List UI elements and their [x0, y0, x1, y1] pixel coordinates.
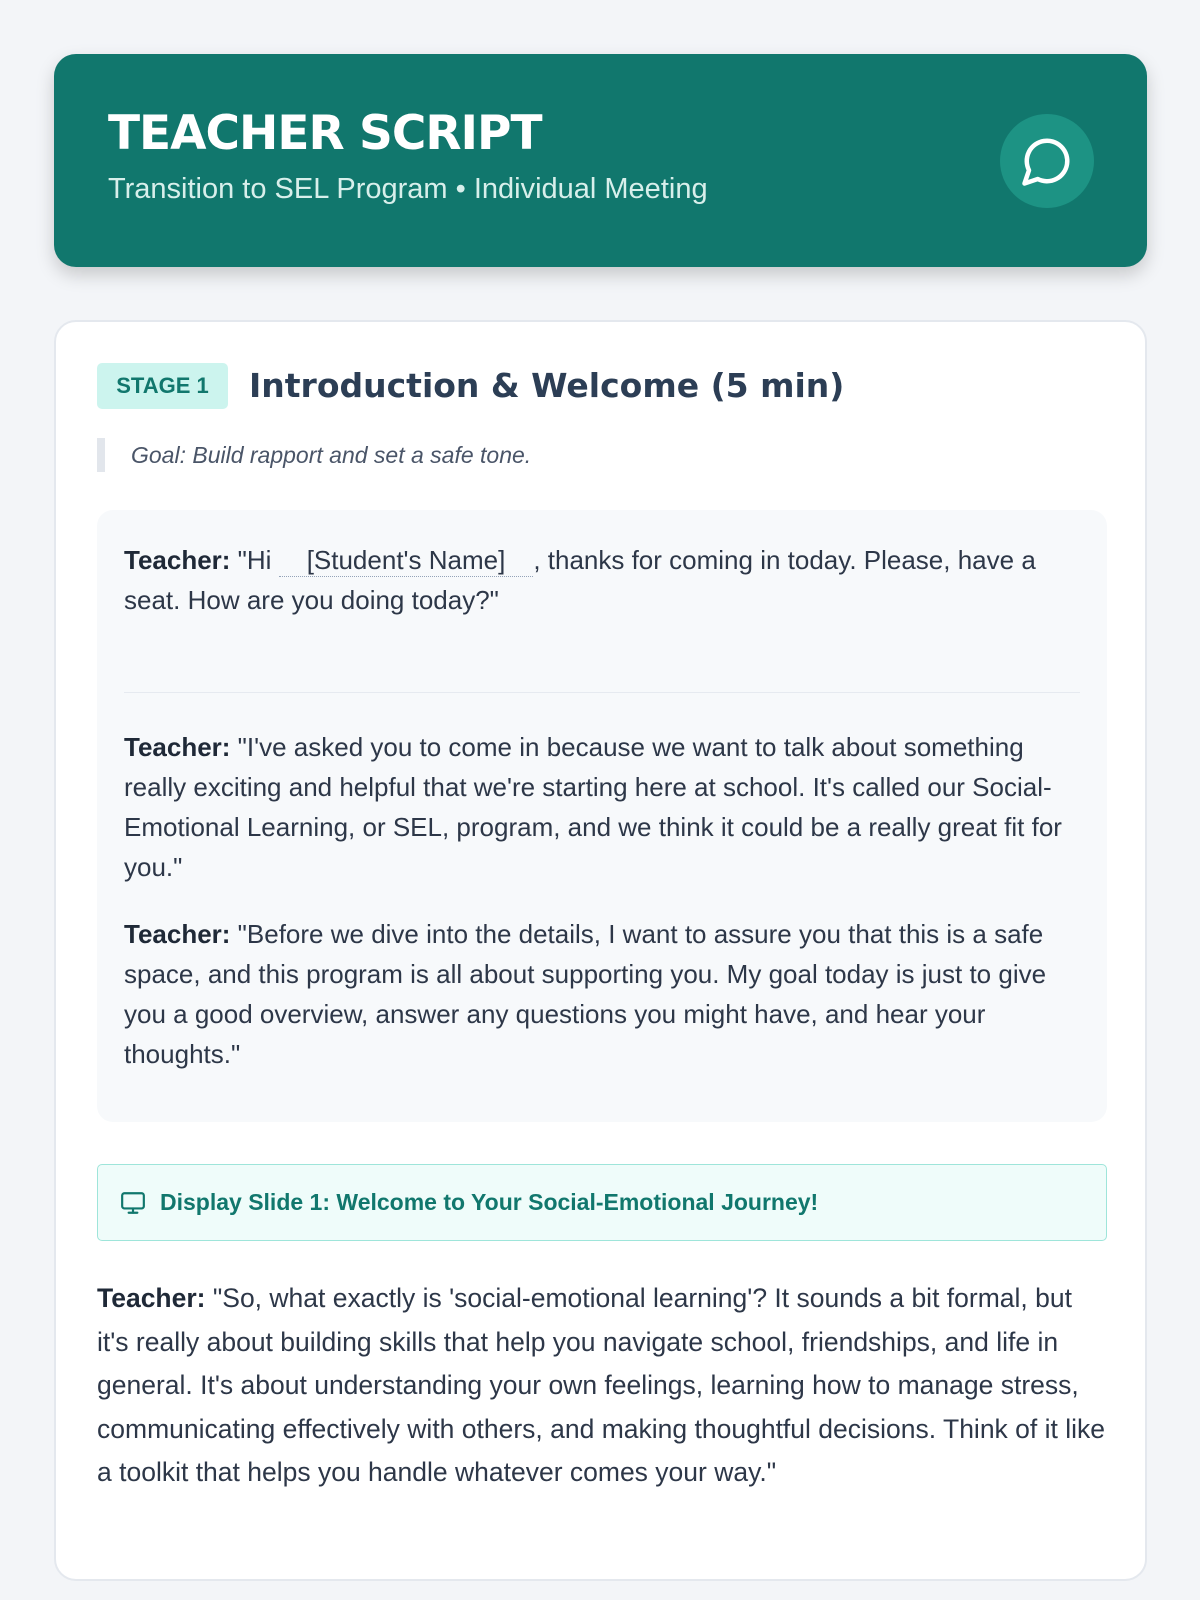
script-divider: [124, 692, 1080, 693]
speaker-label: Teacher:: [124, 919, 231, 949]
page-title: TEACHER SCRIPT: [108, 106, 542, 161]
script-line-2: [124, 727, 1084, 887]
script-line-1-start: "Hi: [230, 545, 279, 575]
stage-title: Introduction & Welcome (5 min): [249, 366, 845, 405]
student-name-placeholder[interactable]: [Student's Name]: [279, 544, 534, 577]
chat-bubble-icon: [1000, 114, 1094, 208]
slide-cue-label: Display Slide 1: Welcome to Your Social-Emotional Journey!: [160, 1189, 819, 1215]
page-subtitle: Transition to SEL Program • Individual Meeting: [108, 173, 708, 205]
script-header: [54, 54, 1147, 267]
script-line-1-end: , thanks for coming in today. Please, have a seat. How are you doing today?": [124, 545, 1036, 615]
stage-badge: STAGE 1: [97, 363, 228, 409]
script-line-1: [124, 540, 1084, 620]
script-line-2-text: "I've asked you to come in because we want to talk about something really exciting and helpful that we're starting here at school. It's called our Social-Emotional Learning, or SEL, program, and we think it could be a really great fit for you.": [124, 732, 1062, 882]
speaker-label: Teacher:: [124, 545, 231, 575]
script-line-3-text: "Before we dive into the details, I want to assure you that this is a safe space, and this program is all about supporting you. My goal today is just to give you a good overview, answer any questions you might have, and hear your thoughts.": [124, 919, 1047, 1069]
outro-text: "So, what exactly is 'social-emotional learning'? It sounds a bit formal, but it's really about building skills that help you navigate school, friendships, and life in general. It's about understanding your own feelings, learning how to manage stress, communicating effectively with others, and making thoughtful decisions. Think of it like a toolkit that helps you handle whatever comes your way.": [97, 1283, 1106, 1487]
stage-goal: Goal: Build rapport and set a safe tone.: [97, 438, 531, 472]
stage-card: [54, 320, 1147, 1581]
monitor-icon: [120, 1190, 146, 1216]
speaker-label: Teacher:: [124, 732, 231, 762]
slide-cue-banner: [97, 1164, 1107, 1241]
script-outro: [97, 1277, 1107, 1495]
script-box: [97, 510, 1107, 1122]
speaker-label: Teacher:: [97, 1283, 206, 1313]
script-line-3: [124, 914, 1084, 1074]
